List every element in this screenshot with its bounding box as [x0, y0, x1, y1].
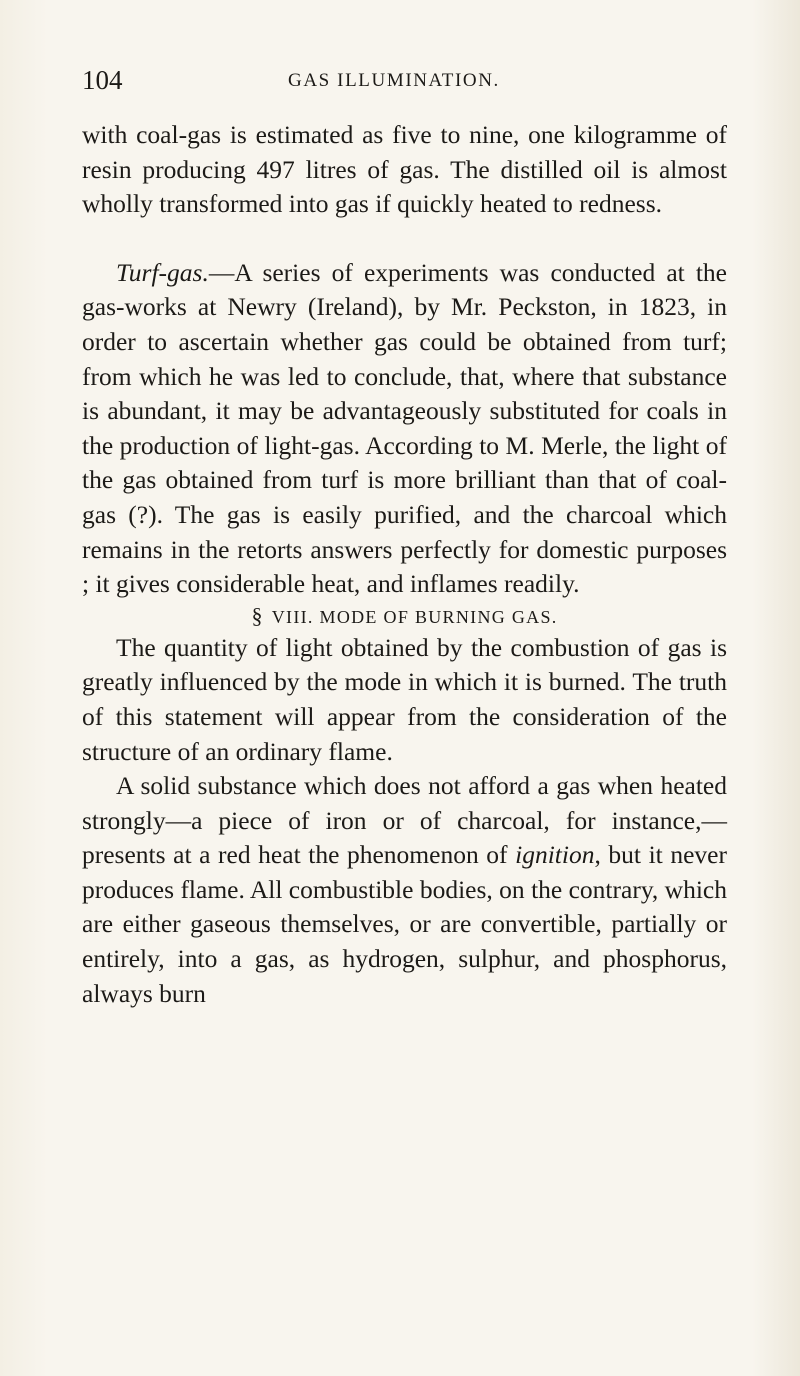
section-heading [82, 602, 727, 631]
paragraph-text: The quantity of light obtained by the combustion of gas is greatly influenced by the mode in which it is burned. The truth of this statement will appear from the consideration of the structure of an ordinary flame. [82, 632, 727, 766]
turf-gas-heading: Turf-gas. [116, 257, 209, 287]
page-header [82, 62, 722, 98]
paragraph-text: , but it never produces flame. All combustible bodies, on the contrary, which are either gaseous themselves, or are convertible, partially or entirely, into a gas, as hydrogen, sulphur, and phosphorus, always burn [82, 840, 727, 1008]
ignition-term: ignition [515, 840, 595, 870]
section-sign: § [251, 602, 264, 628]
paragraph-quantity-of-light [82, 631, 727, 769]
body-text [82, 118, 727, 1011]
paragraph-continuation [82, 118, 727, 222]
paragraph-text: —A series of experiments was conducted at the gas-works at Newry (Ireland), by Mr. Peckston, in 1823, in order to ascertain whether gas could be obtained from turf; from which he was led to conclude, that, where that substance is abundant, it may be advantageously substituted for coals in the production of light-gas. According to M. Merle, the light of the gas obtained from turf is more brilliant than that of coal-gas (?). The gas is easily purified, and the charcoal which remains in the retorts answers perfectly for domestic purposes ; it gives considerable heat, and inflames readily. [82, 257, 727, 599]
paragraph-solid-substance [82, 769, 727, 1011]
paragraph-turf-gas [82, 256, 727, 602]
paragraph-text: A solid substance which does not afford a gas when heated strongly—a piece of iron or of charcoal, for instance,—presents at a red heat the phenomenon of [82, 771, 727, 870]
paragraph-text: with coal-gas is estimated as five to nine, one kilogramme of resin producing 497 litres of gas. The distilled oil is almost wholly transformed into gas if quickly heated to redness. [82, 120, 727, 219]
section-title: VIII. MODE OF BURNING GAS. [271, 606, 558, 627]
running-head: GAS ILLUMINATION. [288, 70, 500, 91]
page-number: 104 [82, 65, 123, 95]
